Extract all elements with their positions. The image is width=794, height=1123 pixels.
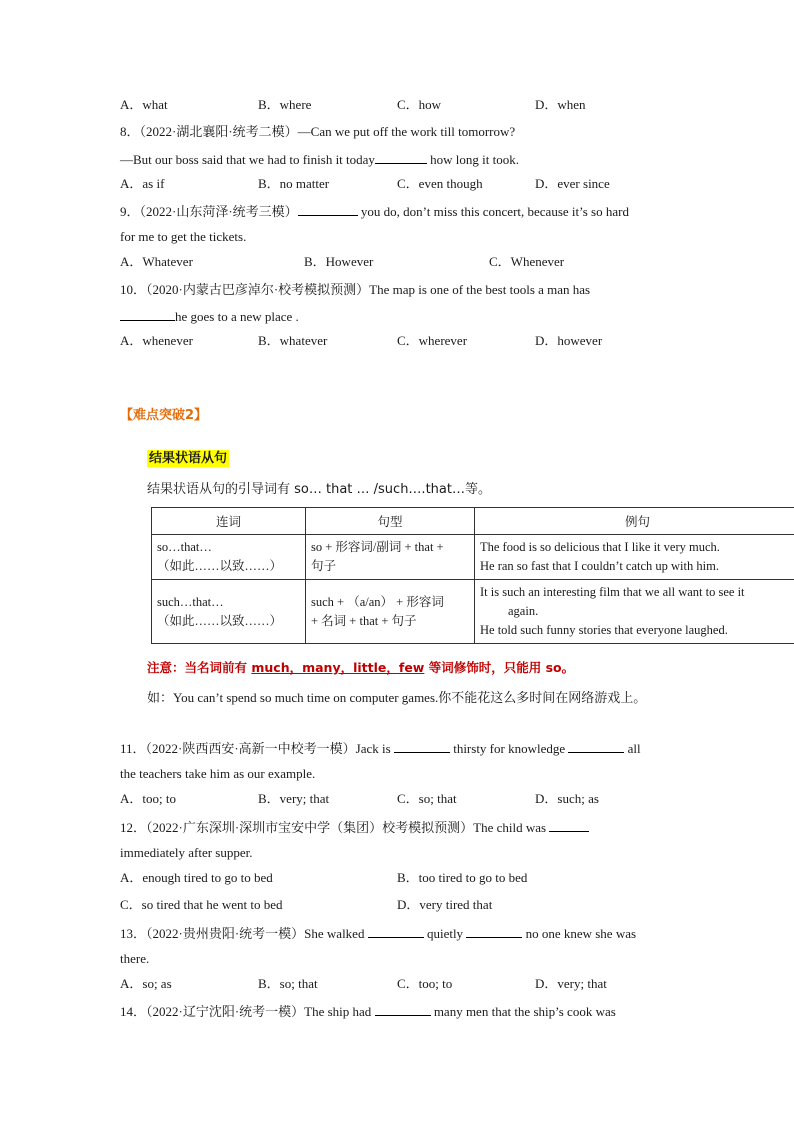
q12-stem-line2: immediately after supper.	[120, 845, 253, 860]
q13-text-a: 13．（2022·贵州贵阳·统考一模）She walked	[120, 926, 368, 941]
pattern-line: so + 形容词/副词 + that +	[311, 540, 444, 554]
table-header-example: 例句	[475, 508, 794, 535]
conj-text: so…that…	[157, 540, 212, 554]
table-cell-example	[475, 535, 794, 580]
example-sentence: The food is so delicious that I like it very much.	[480, 540, 720, 554]
table-header-pattern: 句型	[306, 508, 475, 535]
grammar-table	[151, 507, 794, 644]
q11-text-b: thirsty for knowledge	[449, 741, 569, 756]
example-sentence: He ran so fast that I couldn’t catch up with him.	[480, 559, 719, 573]
example-sentence-cont: again.	[508, 604, 539, 618]
q9-stem-line2: for me to get the tickets.	[120, 229, 247, 244]
q12-option-d: D．very tired that	[397, 897, 493, 912]
q8-stem-line2	[120, 151, 519, 168]
q10-blank	[120, 308, 175, 321]
q12-option-a: A．enough tired to go to bed	[120, 870, 273, 885]
q13-option-c: C．too; to	[397, 976, 453, 991]
q13-stem-line2: there.	[120, 951, 150, 966]
q7-option-a: A．what	[120, 97, 168, 112]
q8-option-a: A．as if	[120, 176, 165, 191]
q12-option-c: C．so tired that he went to bed	[120, 897, 283, 912]
table-row	[152, 535, 794, 580]
q11-stem-line2: the teachers take him as our example.	[120, 766, 316, 781]
q10-stem-line2	[120, 308, 299, 325]
q8-text-b: how long it took.	[426, 152, 520, 167]
q9-source: 9．（2022·山东菏泽·统考三模）	[120, 204, 298, 219]
pattern-line: + 名词 + that + 句子	[311, 613, 417, 628]
q10-option-c: C．wherever	[397, 333, 468, 348]
example-text: 如：You can’t spend so much time on computer games.你不能花这么多时间在网络游戏上。	[147, 690, 647, 705]
q8-text-a: —But our boss said that we had to finish it today	[120, 152, 375, 167]
section-title: 【难点突破2】	[120, 408, 208, 423]
q13-option-b: B．so; that	[258, 976, 318, 991]
q13-text-b: quietly	[423, 926, 467, 941]
table-cell-example	[475, 580, 794, 644]
q12-blank	[549, 819, 589, 832]
note	[147, 658, 574, 676]
q13-blank-1	[368, 925, 424, 938]
example-sentence: He told such funny stories that everyone laughed.	[480, 623, 728, 637]
conj-meaning: （如此……以致……）	[157, 613, 283, 628]
note-suffix: 等词修饰时，只能用 so。	[424, 660, 575, 675]
q11-text-a: 11．（2022·陕西西安·高新一中校考一模）Jack is	[120, 741, 394, 756]
q14-text-a: 14．（2022·辽宁沈阳·统考一模）The ship had	[120, 1004, 375, 1019]
q9-blank	[298, 203, 358, 216]
q7-option-b: B．where	[258, 97, 312, 112]
q8-blank	[375, 151, 427, 164]
table-header-conj: 连词	[152, 508, 306, 535]
q7-option-d: D．when	[535, 97, 586, 112]
example-sentence: It is such an interesting film that we all want to see it	[480, 585, 745, 599]
q11-option-c: C．so; that	[397, 791, 457, 806]
table-header-row	[152, 508, 794, 535]
note-prefix: 注意：当名词前有	[147, 660, 252, 675]
table-cell-conj	[152, 535, 306, 580]
q9-text: you do, don’t miss this concert, because it’s so hard	[357, 204, 629, 219]
table-row	[152, 580, 794, 644]
q8-option-c: C．even though	[397, 176, 483, 191]
q9-option-a: A．Whatever	[120, 254, 193, 269]
q13-option-d: D．very; that	[535, 976, 607, 991]
q8-option-d: D．ever since	[535, 176, 610, 191]
q13-stem	[120, 925, 636, 942]
table-cell-pattern	[306, 535, 475, 580]
q11-blank-1	[394, 740, 450, 753]
q13-text-c: no one knew she was	[522, 926, 637, 941]
q10-option-a: A．whenever	[120, 333, 193, 348]
q11-option-a: A．too; to	[120, 791, 176, 806]
pattern-line: 句子	[311, 559, 337, 573]
table-cell-conj	[152, 580, 306, 644]
q10-option-d: D．however	[535, 333, 603, 348]
q10-stem: 10．（2020·内蒙古巴彦淖尔·校考模拟预测）The map is one of the best tools a man has	[120, 282, 591, 297]
q10-option-b: B．whatever	[258, 333, 328, 348]
q8-option-b: B．no matter	[258, 176, 330, 191]
pattern-line: such + （a/an） + 形容词	[311, 594, 444, 609]
q11-option-b: B．very; that	[258, 791, 330, 806]
q10-text: he goes to a new place .	[175, 309, 299, 324]
table-cell-pattern	[306, 580, 475, 644]
q12-text-a: 12．（2022·广东深圳·深圳市宝安中学（集团）校考模拟预测）The child was	[120, 820, 550, 835]
q9-stem	[120, 203, 629, 220]
q11-stem	[120, 740, 641, 757]
q9-option-b: B．However	[304, 254, 374, 269]
intro-text: 结果状语从句的引导词有 so… that … /such….that…等。	[147, 482, 491, 497]
q11-option-d: D．such; as	[535, 791, 599, 806]
q14-stem	[120, 1003, 616, 1020]
q14-text-b: many men that the ship’s cook was	[430, 1004, 616, 1019]
conj-meaning: （如此……以致……）	[157, 559, 283, 573]
q12-stem	[120, 819, 589, 836]
q9-option-c: C．Whenever	[489, 254, 565, 269]
q8-stem: 8．（2022·湖北襄阳·统考二模）—Can we put off the work till tomorrow?	[120, 124, 516, 139]
q13-blank-2	[466, 925, 522, 938]
note-words: much，many，little，few	[251, 660, 425, 675]
q7-option-c: C．how	[397, 97, 442, 112]
conj-text: such…that…	[157, 594, 224, 609]
q14-blank	[375, 1003, 431, 1016]
q11-text-c: all	[624, 741, 641, 756]
topic-title: 结果状语从句	[149, 451, 228, 466]
q13-option-a: A．so; as	[120, 976, 172, 991]
q11-blank-2	[568, 740, 624, 753]
q12-option-b: B．too tired to go to bed	[397, 870, 528, 885]
